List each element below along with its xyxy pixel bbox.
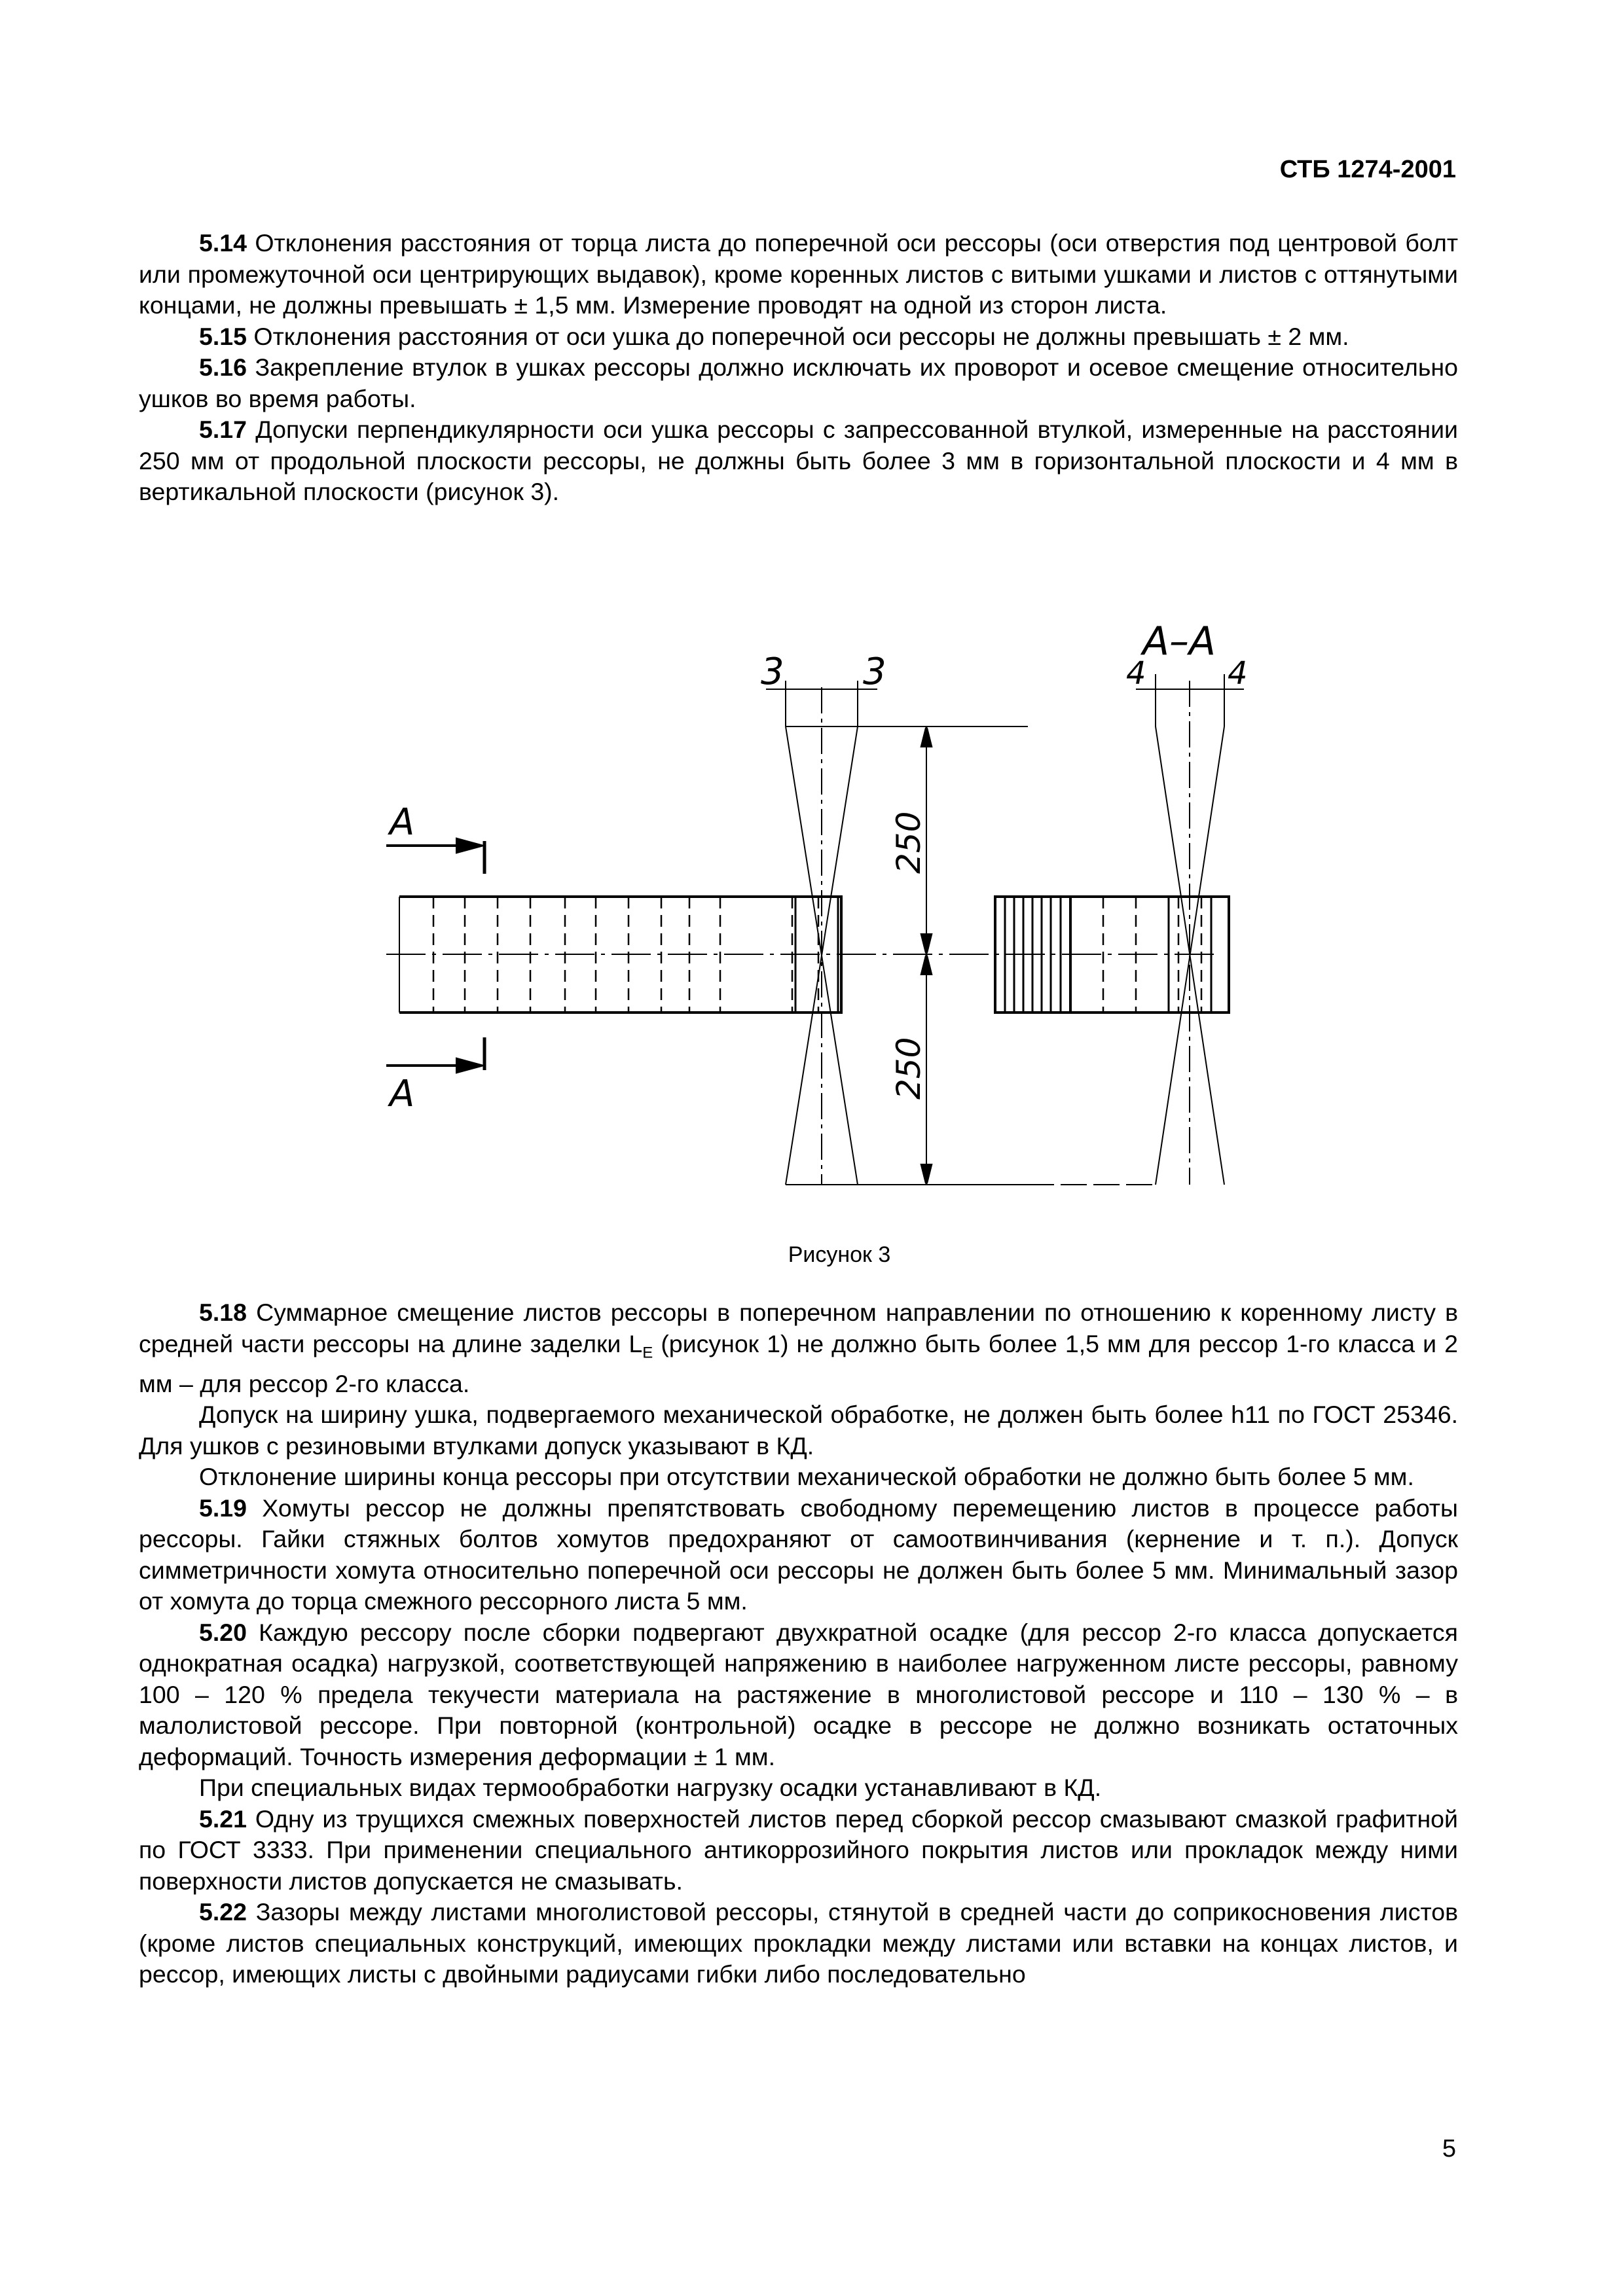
clause-number: 5.22 <box>199 1898 247 1926</box>
clause-number: 5.14 <box>199 229 247 257</box>
clause-5-21 <box>139 1804 1458 1897</box>
clause-number: 5.21 <box>199 1804 247 1833</box>
dim-arrow <box>922 728 931 746</box>
dev-label-3-right: 3 <box>863 651 886 693</box>
clause-5-15 <box>139 321 1458 353</box>
clause-number: 5.17 <box>199 416 247 443</box>
clause-5-17 <box>139 414 1458 508</box>
clause-text: Зазоры между листами многолистовой рессоры, стянутой в средней части до соприкосновения листов (кроме листов специальных конструкций, имеющих прокладки между листами или вставки на концах листов, и рессор, имеющих листы с двойными радиусами гибки либо последовательно <box>139 1898 1458 1988</box>
clause-5-18 <box>139 1297 1458 1399</box>
subscript-e: E <box>642 1344 653 1361</box>
clause-text: Допуски перпендикулярности оси ушка рессоры с запрессованной втулкой, измеренные на расстоянии 250 мм от продольной плоскости рессоры, не должны быть более 3 мм в горизонтальной плоскости и 4 мм в вертикальной плоскости (рисунок 3). <box>139 416 1458 505</box>
clause-5-16 <box>139 352 1458 414</box>
dev-label-4-left: 4 <box>1126 655 1146 692</box>
clause-5-20 <box>139 1617 1458 1773</box>
arrowhead-bottom <box>457 1059 481 1072</box>
dev-label-3-left: 3 <box>761 651 784 693</box>
clause-text: Каждую рессору после сборки подвергают двухкратной осадке (для рессор 2-го класса допускается однократная осадка) нагрузкой, соответствующей напряжению в наиболее нагруженном листе рессоры, равному 100 – 120 % предела текучести материала на растяжение в многолистовой рессоре и 110 – 130 % – в малолистовой рессоре. При повторной (контрольной) осадке в рессоре не должно возникать остаточных деформаций. Точность измерения деформации ± 1 мм. <box>139 1618 1458 1770</box>
arrowhead-top <box>457 839 481 852</box>
dev-label-4-right: 4 <box>1228 655 1248 692</box>
dim-arrow <box>922 1165 931 1183</box>
figure-3-drawing <box>373 609 1248 1191</box>
clause-text: Отклонения расстояния от оси ушка до поперечной оси рессоры не должны превышать ± 2 мм. <box>247 322 1349 350</box>
clause-number: 5.15 <box>199 322 247 350</box>
clause-text: Закрепление втулок в ушках рессоры должно исключать их проворот и осевое смещение относительно ушков во время работы. <box>139 353 1458 412</box>
clause-text: (рисунок 1) не должно быть более 1,5 мм для рессор 1-го класса и 2 мм – для рессор 2-го класса. <box>139 1329 1458 1397</box>
paragraph: Отклонение ширины конца рессоры при отсутствии механической обработки не должно быть более 5 мм. <box>199 1463 1414 1490</box>
section-label-a-bottom: А <box>390 1073 415 1115</box>
dimension-250-top: 250 <box>890 811 928 874</box>
clause-5-19 <box>139 1493 1458 1617</box>
clauses-bottom <box>139 1297 1458 1990</box>
document-code-header: СТБ 1274-2001 <box>1279 156 1456 183</box>
dimension-250-bottom: 250 <box>890 1037 928 1100</box>
clause-number: 5.18 <box>199 1299 247 1326</box>
clause-text: Одну из трущихся смежных поверхностей листов перед сборкой рессор смазывают смазкой графитной по ГОСТ 3333. При применении специального антикоррозийного покрытия листов или прокладок между ними поверхности листов допускается не смазывать. <box>139 1804 1458 1895</box>
dim-arrow <box>922 956 931 974</box>
clause-number: 5.16 <box>199 353 247 381</box>
clause-number: 5.19 <box>199 1494 247 1522</box>
technical-drawing <box>373 609 1248 1191</box>
clause-text: Отклонения расстояния от торца листа до поперечной оси рессоры (оси отверстия под центровой болт или промежуточной оси центрирующих выдавок), кроме коренных листов с витыми ушками и листов с оттянутыми концами, не должны превышать ± 1,5 мм. Измерение проводят на одной из сторон листа. <box>139 229 1458 319</box>
clause-text: Суммарное смещение листов рессоры в поперечном направлении по отношению к коренному листу в средней части рессоры на длине заделки L <box>139 1299 1458 1357</box>
clauses-top <box>139 228 1458 508</box>
paragraph: При специальных видах термообработки нагрузку осадки устанавливают в КД. <box>199 1774 1102 1801</box>
section-label-a-top: А <box>390 801 415 844</box>
clause-5-14 <box>139 228 1458 321</box>
clause-5-22 <box>139 1897 1458 1990</box>
paragraph: Допуск на ширину ушка, подвергаемого механической обработке, не должен быть более h11 по ГОСТ 25346. Для ушков с резиновыми втулками допуск указывают в КД. <box>139 1401 1458 1460</box>
clause-number: 5.20 <box>199 1618 247 1646</box>
dim-arrow <box>922 935 931 953</box>
section-title-a-a: А–А <box>1142 619 1216 664</box>
figure-caption: Рисунок 3 <box>788 1242 891 1267</box>
page-number: 5 <box>1442 2135 1456 2162</box>
clause-text: Хомуты рессор не должны препятствовать свободному перемещению листов в процессе работы рессоры. Гайки стяжных болтов хомутов предохраняют от самоотвинчивания (кернение и т. п.). Допуск симметричности хомута относительно поперечной оси рессоры не должен быть более 5 мм. Минимальный зазор от хомута до торца смежного рессорного листа 5 мм. <box>139 1494 1458 1615</box>
